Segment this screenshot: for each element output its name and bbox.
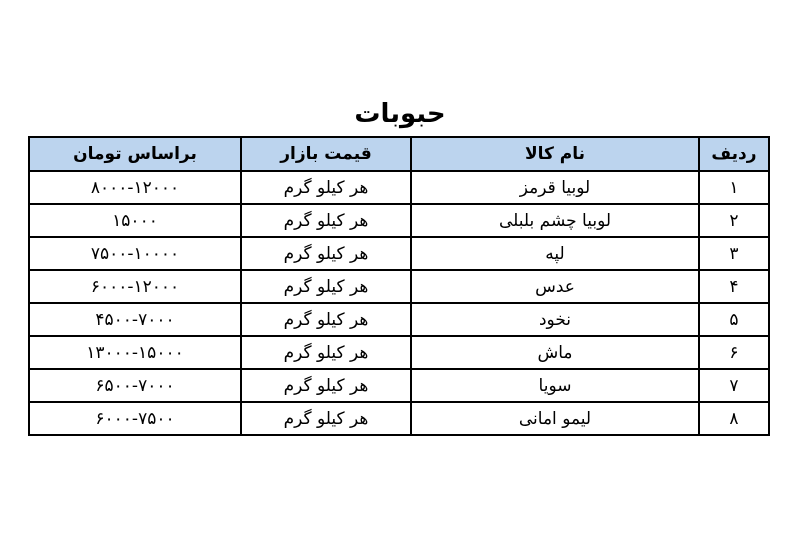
row-unit: هر کیلو گرم: [241, 336, 411, 369]
row-unit: هر کیلو گرم: [241, 303, 411, 336]
table-row: [29, 237, 769, 270]
row-price: ۷۵۰۰-۱۰۰۰۰: [29, 237, 241, 270]
row-unit: هر کیلو گرم: [241, 237, 411, 270]
price-table: [28, 136, 770, 436]
row-name: ماش: [411, 336, 699, 369]
table-row: [29, 402, 769, 435]
row-index: ۶: [699, 336, 769, 369]
row-name: سویا: [411, 369, 699, 402]
table-row: [29, 303, 769, 336]
row-unit: هر کیلو گرم: [241, 270, 411, 303]
row-index: ۸: [699, 402, 769, 435]
row-price: ۶۵۰۰-۷۰۰۰: [29, 369, 241, 402]
row-name: لوبیا قرمز: [411, 171, 699, 204]
header-name: نام کالا: [411, 137, 699, 171]
row-index: ۳: [699, 237, 769, 270]
page-title: حبوبات: [354, 99, 446, 129]
header-price: براساس تومان: [29, 137, 241, 171]
table-row: [29, 369, 769, 402]
row-index: ۱: [699, 171, 769, 204]
row-unit: هر کیلو گرم: [241, 204, 411, 237]
header-unit: قیمت بازار: [241, 137, 411, 171]
row-price: ۶۰۰۰-۱۲۰۰۰: [29, 270, 241, 303]
table-row: [29, 336, 769, 369]
row-index: ۷: [699, 369, 769, 402]
row-name: عدس: [411, 270, 699, 303]
header-index: ردیف: [699, 137, 769, 171]
row-unit: هر کیلو گرم: [241, 171, 411, 204]
row-index: ۴: [699, 270, 769, 303]
row-unit: هر کیلو گرم: [241, 402, 411, 435]
row-name: لپه: [411, 237, 699, 270]
row-name: لوبیا چشم بلبلی: [411, 204, 699, 237]
table-row: [29, 204, 769, 237]
row-price: ۸۰۰۰-۱۲۰۰۰: [29, 171, 241, 204]
table-row: [29, 270, 769, 303]
row-name: لیمو امانی: [411, 402, 699, 435]
row-price: ۱۳۰۰۰-۱۵۰۰۰: [29, 336, 241, 369]
table-header-row: [29, 137, 769, 171]
row-price: ۴۵۰۰-۷۰۰۰: [29, 303, 241, 336]
row-index: ۲: [699, 204, 769, 237]
row-name: نخود: [411, 303, 699, 336]
table-row: [29, 171, 769, 204]
row-index: ۵: [699, 303, 769, 336]
row-unit: هر کیلو گرم: [241, 369, 411, 402]
row-price: ۱۵۰۰۰: [29, 204, 241, 237]
row-price: ۶۰۰۰-۷۵۰۰: [29, 402, 241, 435]
